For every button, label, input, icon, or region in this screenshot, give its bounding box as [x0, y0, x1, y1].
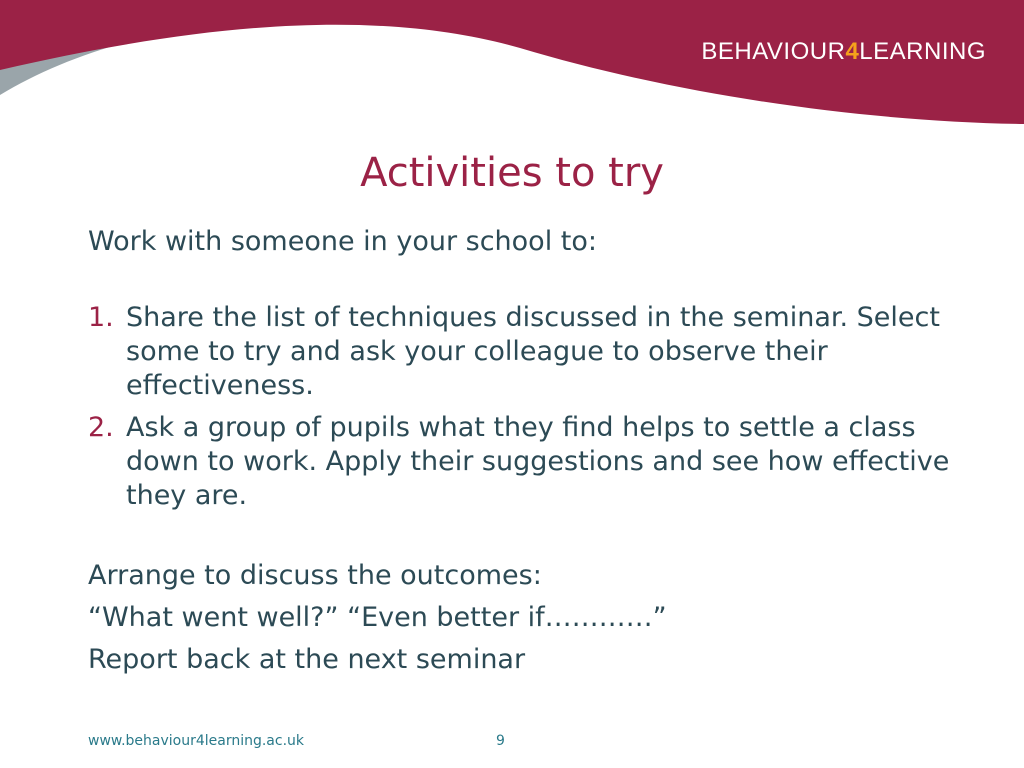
logo-text-behaviour: BEHAVIOUR: [701, 38, 846, 65]
list-item: [88, 411, 958, 513]
header-wave-banner: [0, 0, 1024, 140]
slide-body: [88, 225, 958, 685]
follow-up-line: “What went well?” “Even better if…………”: [88, 602, 667, 633]
list-number: 1.: [88, 302, 114, 333]
list-item-text: Ask a group of pupils what they find helps to settle a class down to work. Apply their suggestions and see how effective they are.: [126, 412, 950, 511]
activity-list: [88, 301, 958, 513]
brand-logo: [701, 38, 986, 66]
follow-up-line: Report back at the next seminar: [88, 644, 526, 675]
follow-up-line: Arrange to discuss the outcomes:: [88, 560, 542, 591]
slide-title: Activities to try: [360, 150, 664, 196]
logo-text-4: 4: [845, 38, 860, 65]
list-number: 2.: [88, 412, 114, 443]
intro-text: Work with someone in your school to:: [88, 226, 597, 257]
footer-url-link[interactable]: www.behaviour4learning.ac.uk: [88, 733, 305, 749]
follow-up-section: [88, 559, 958, 677]
list-item-text: Share the list of techniques discussed in the seminar. Select some to try and ask your colleague to observe their effectiveness.: [126, 302, 940, 401]
page-number: 9: [496, 733, 505, 749]
logo-text-learning: LEARNING: [859, 38, 986, 65]
list-item: [88, 301, 958, 403]
